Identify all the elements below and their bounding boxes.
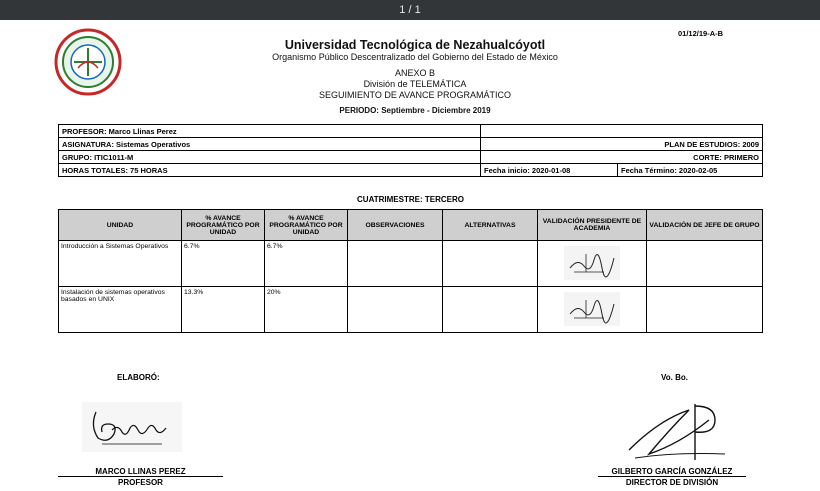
table-row <box>59 241 763 287</box>
grupo-field: GRUPO: ITIC1011-M <box>59 151 481 164</box>
cell-validacion-jefe <box>647 241 763 287</box>
cell-validacion-presidente <box>538 241 647 287</box>
signature-line-left <box>58 476 223 477</box>
document-code: 01/12/19-A-B <box>678 29 724 38</box>
header-validacion-jefe: VALIDACIÓN DE JEFE DE GRUPO <box>647 210 763 241</box>
fecha-inicio-field: Fecha inicio: 2020-01-08 <box>481 164 618 177</box>
document-page <box>0 20 820 491</box>
elaboro-label: ELABORÓ: <box>117 373 160 382</box>
table-row <box>59 287 763 333</box>
cell-avance-2: 6.7% <box>265 241 348 287</box>
annex-label: ANEXO B <box>394 68 435 78</box>
profesor-field: PROFESOR: Marco Llinas Perez <box>59 125 481 138</box>
signature-icon <box>564 292 620 326</box>
signature-icon <box>564 246 620 280</box>
cell-validacion-jefe <box>647 287 763 333</box>
professor-role: PROFESOR <box>118 478 163 487</box>
cell-avance-1: 6.7% <box>182 241 265 287</box>
header-observaciones: OBSERVACIONES <box>348 210 443 241</box>
viewer-toolbar <box>0 0 820 20</box>
cell-alternativas <box>443 287 538 333</box>
cell-alternativas <box>443 241 538 287</box>
document-title: SEGUIMIENTO DE AVANCE PROGRAMÁTICO <box>318 90 512 100</box>
period-label: PERIODO: Septiembre - Diciembre 2019 <box>339 106 491 115</box>
header-alternativas: ALTERNATIVAS <box>443 210 538 241</box>
fecha-termino-field: Fecha Término: 2020-02-05 <box>618 164 763 177</box>
professor-name: MARCO LLINAS PEREZ <box>95 467 186 476</box>
university-seal-icon <box>54 28 122 96</box>
signature-line-right <box>598 476 746 477</box>
professor-signature-icon <box>82 402 182 452</box>
plan-field: PLAN DE ESTUDIOS: 2009 <box>481 138 763 151</box>
cell-observaciones <box>348 287 443 333</box>
page-indicator: 1 / 1 <box>399 4 421 16</box>
asignatura-field: ASIGNATURA: Sistemas Operativos <box>59 138 481 151</box>
header-validacion-presidente: VALIDACIÓN PRESIDENTE DE ACADEMIA <box>538 210 647 241</box>
horas-field: HORAS TOTALES: 75 HORAS <box>59 164 481 177</box>
empty-cell <box>481 125 763 138</box>
cell-observaciones <box>348 241 443 287</box>
organism-name: Organismo Público Descentralizado del Gobierno del Estado de México <box>272 52 558 62</box>
header-avance-1: % AVANCE PROGRAMÁTICO POR UNIDAD <box>182 210 265 241</box>
progress-table <box>58 209 763 333</box>
cell-validacion-presidente <box>538 287 647 333</box>
cell-avance-2: 20% <box>265 287 348 333</box>
vobo-label: Vo. Bo. <box>661 373 688 382</box>
division-label: División de TELEMÁTICA <box>363 79 467 89</box>
director-role: DIRECTOR DE DIVISIÓN <box>625 478 719 487</box>
cell-unidad: Instalación de sistemas operativos basados en UNIX <box>59 287 182 333</box>
cell-avance-1: 13.3% <box>182 287 265 333</box>
director-signature-icon <box>625 398 735 468</box>
header-avance-2: % AVANCE PROGRAMÁTICO POR UNIDAD <box>265 210 348 241</box>
course-info-table <box>58 124 763 177</box>
header-unidad: UNIDAD <box>59 210 182 241</box>
director-name: GILBERTO GARCÍA GONZÁLEZ <box>611 467 733 476</box>
corte-field: CORTE: PRIMERO <box>481 151 763 164</box>
cell-unidad: Introducción a Sistemas Operativos <box>59 241 182 287</box>
cuatrimestre-label: CUATRIMESTRE: TERCERO <box>357 195 464 204</box>
university-name: Universidad Tecnológica de Nezahualcóyotl <box>284 38 546 52</box>
